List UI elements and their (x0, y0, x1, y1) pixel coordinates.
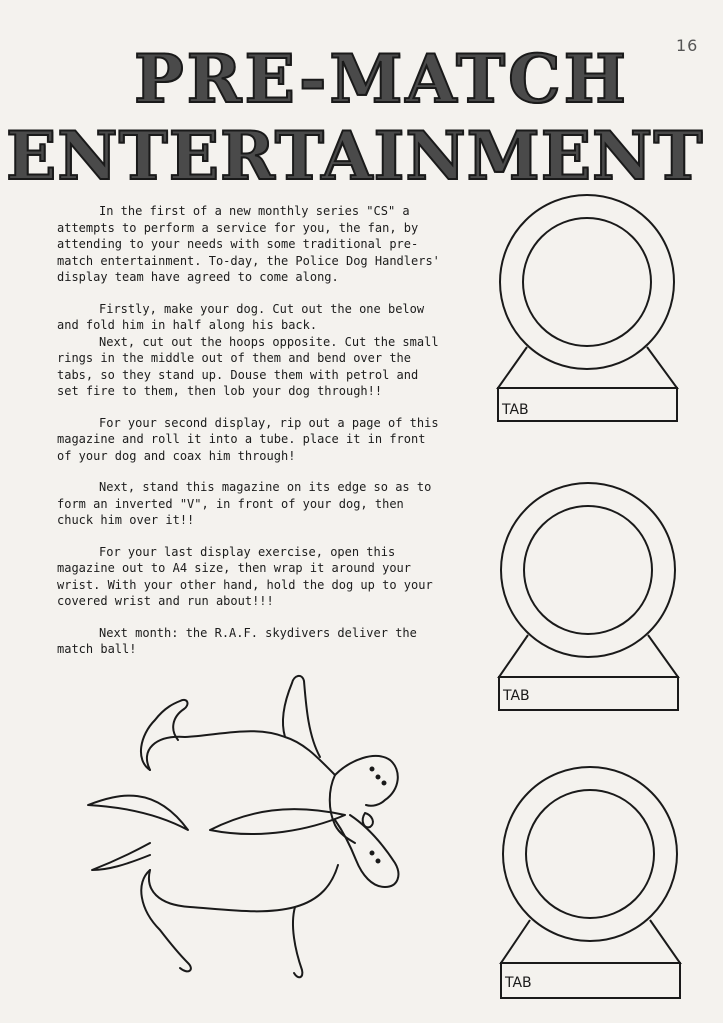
hoop-tab-label-3: TAB (505, 975, 532, 991)
hoop-tab-label-1: TAB (502, 402, 529, 418)
hoop-stand-2 (499, 635, 678, 677)
article-paragraph-intro: In the first of a new monthly series "CS" a attempts to perform a service for you, the fan, by attending to your needs with some traditional pre-match entertainment. To-day, the Police Dog Handlers' display team have agreed to come along. (57, 204, 440, 284)
article-paragraph-step-1: Firstly, make your dog. Cut out the one below and fold him in half along his back. (57, 301, 425, 332)
article-paragraph-display-3: Next, stand this magazine on its edge so as to form an inverted "V", in front of your dog, then chuck him over it!! (57, 480, 432, 527)
article-paragraph-display-4: For your last display exercise, open this magazine out to A4 size, then wrap it around your wrist. With your other hand, hold the dog up to your covered wrist and run about!!! (57, 544, 433, 608)
headline-line-1: PRE-MATCH (133, 40, 630, 118)
hoop-tab-label-2: TAB (503, 688, 530, 704)
dog-cutout-drawing (80, 665, 420, 985)
headline-line-2: ENTERTAINMENT (6, 117, 704, 195)
dog-middle-flap (210, 809, 345, 834)
dog-front-leg-lower (293, 907, 302, 977)
dog-back-leg-upper (141, 700, 188, 770)
hoop-inner-ring-1 (523, 218, 651, 346)
hoop-outer-ring-1 (500, 195, 674, 369)
dog-back-leg-lower (141, 870, 191, 971)
hoop-inner-ring-2 (524, 506, 652, 634)
dog-upper-flap (88, 796, 188, 830)
dog-eye (363, 813, 373, 827)
page-number: 16 (676, 36, 699, 55)
hoop-stand-3 (501, 920, 680, 963)
dog-head (335, 756, 398, 806)
dog-lower-body (149, 865, 338, 911)
dog-tail (92, 843, 150, 870)
hoop-stand-1 (498, 347, 677, 388)
dog-snout (335, 815, 398, 887)
dog-upper-body (147, 731, 335, 775)
article-body (57, 203, 447, 673)
article-paragraph-next-month: Next month: the R.A.F. skydivers deliver the match ball! (57, 625, 417, 656)
article-paragraph-display-2: For your second display, rip out a page of this magazine and roll it into a tube. place it in front of your dog and coax him through! (57, 415, 439, 463)
article-paragraph-step-2: Next, cut out the hoops opposite. Cut the small rings in the middle out of them and bend over the tabs, so they stand up. Douse them with petrol and set fire to them, then lob your dog through!! (57, 334, 439, 398)
hoop-outer-ring-3 (503, 767, 677, 941)
hoop-inner-ring-3 (526, 790, 654, 918)
hoop-outer-ring-2 (501, 483, 675, 657)
